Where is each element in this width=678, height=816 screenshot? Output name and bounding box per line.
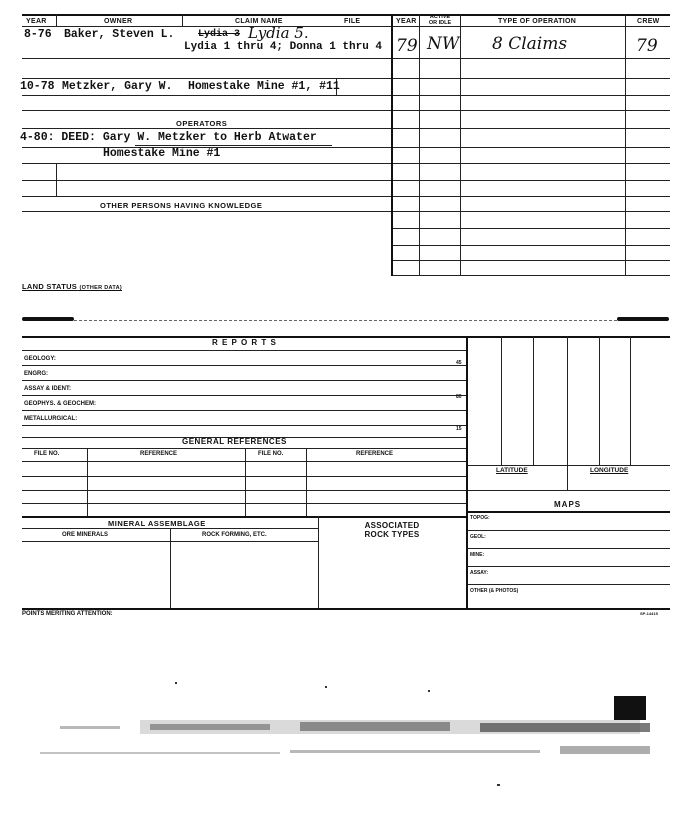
mineral-top-border: [22, 516, 466, 518]
report-label-metallurgical: METALLURGICAL:: [24, 416, 78, 422]
row-line: [22, 196, 670, 197]
row-line: [22, 110, 670, 111]
col-line: [567, 336, 568, 490]
scan-noise: [0, 680, 678, 790]
scan-block: [614, 696, 646, 720]
row-line: [392, 228, 670, 229]
activity-crew: 79: [636, 36, 658, 56]
maps-divider: [466, 511, 670, 513]
ore-minerals-header: ORE MINERALS: [62, 532, 109, 538]
longitude-label: LONGITUDE: [590, 467, 629, 474]
row-line: [22, 425, 466, 426]
col-line: [419, 14, 420, 276]
land-status-title: LAND STATUS (OTHER DATA): [22, 282, 122, 291]
row-line: [22, 476, 466, 477]
report-number: 15: [456, 426, 462, 432]
maps-title: MAPS: [554, 500, 582, 509]
claim-struck: Lydia 3: [198, 29, 241, 40]
reference-header: REFERENCE: [356, 451, 394, 457]
row-line: [392, 245, 670, 246]
year-header-2: YEAR: [396, 18, 417, 25]
reports-top-border: [22, 336, 670, 338]
col-line: [625, 14, 626, 276]
row-line: [22, 395, 466, 396]
operators-title: OPERATORS: [176, 119, 228, 128]
header-divider: [22, 26, 670, 27]
report-label-geophys: GEOPHYS. & GEOCHEM:: [24, 401, 97, 407]
row-line: [22, 461, 466, 462]
form-number: SP-14415: [640, 611, 658, 616]
col-line: [170, 528, 171, 608]
row-line: [22, 380, 466, 381]
latlong-line: [466, 490, 670, 491]
owner-date: 10-78: [20, 80, 55, 93]
maps-row-topog: TOPOG:: [470, 515, 490, 521]
maps-row-line: [466, 530, 670, 531]
row-line: [22, 490, 466, 491]
latitude-label: LATITUDE: [496, 467, 528, 474]
row-line: [22, 78, 670, 79]
row-line: [22, 58, 670, 59]
maps-row-other: OTHER (& PHOTOS): [470, 588, 519, 594]
report-label-geology: GEOLOGY:: [24, 356, 56, 362]
col-line: [245, 448, 246, 516]
col-line: [182, 14, 183, 26]
row-line: [22, 95, 670, 96]
maps-row-line: [466, 566, 670, 567]
col-line: [501, 336, 502, 465]
owner-date: 8-76: [24, 28, 52, 41]
type-of-operation-header: TYPE OF OPERATION: [498, 18, 577, 25]
col-line: [87, 448, 88, 516]
row-line: [22, 448, 466, 449]
report-number: 45: [456, 360, 462, 366]
owner-name: Metzker, Gary W.: [62, 80, 173, 93]
row-line: [22, 410, 466, 411]
claim-name-header: CLAIM NAME: [235, 18, 283, 25]
mineral-assemblage-title: MINERAL ASSEMBLAGE: [108, 519, 206, 528]
claim-line2: Lydia 1 thru 4; Donna 1 thru 4: [184, 41, 383, 53]
col-line: [599, 336, 600, 465]
col-line: [56, 163, 57, 197]
other-persons-title: OTHER PERSONS HAVING KNOWLEDGE: [100, 201, 263, 210]
reference-header: REFERENCE: [140, 451, 178, 457]
scan-mark: [617, 317, 669, 321]
deed-underline: [135, 145, 332, 146]
row-line: [22, 350, 466, 351]
maps-row-mine: MINE:: [470, 552, 485, 558]
scan-artifact-band: [40, 682, 650, 786]
report-label-engrg: ENGRG:: [24, 371, 48, 377]
maps-row-geol: GEOL:: [470, 534, 486, 540]
row-line: [22, 128, 670, 129]
year-header: YEAR: [26, 18, 47, 25]
row-line: [392, 275, 670, 276]
perforation-line: [74, 320, 617, 321]
col-line: [630, 336, 631, 465]
rock-forming-header: ROCK FORMING, ETC.: [202, 532, 267, 538]
owner-header: OWNER: [104, 18, 133, 25]
associated-rock-types-header: ASSOCIATED ROCK TYPES: [364, 521, 420, 539]
deed-line-1: 4-80: DEED: Gary W. Metzker to Herb Atwater: [20, 131, 317, 144]
claim-handwritten: Lydia 5.: [248, 24, 309, 42]
bottom-border: [22, 608, 670, 610]
report-label-assay: ASSAY & IDENT:: [24, 386, 72, 392]
latlong-line: [466, 465, 670, 466]
deed-line-2: Homestake Mine #1: [103, 147, 221, 160]
file-header: FILE: [344, 18, 361, 25]
owner-name: Baker, Steven L.: [64, 28, 175, 41]
col-line: [56, 14, 57, 26]
activity-operation: 8 Claims: [492, 34, 568, 54]
row-line: [22, 211, 670, 212]
col-line: [533, 336, 534, 465]
maps-row-line: [466, 548, 670, 549]
report-number: 80: [456, 394, 462, 400]
row-line: [22, 503, 466, 504]
file-no-header: FILE NO.: [34, 451, 60, 457]
maps-row-line: [466, 584, 670, 585]
scan-mark: [22, 317, 74, 321]
active-idle-header: ACTIVE OR IDLE: [428, 14, 452, 26]
row-line: [22, 365, 466, 366]
row-line: [22, 180, 670, 181]
general-references-title: GENERAL REFERENCES: [182, 437, 287, 446]
row-line: [392, 260, 670, 261]
row-line: [22, 163, 670, 164]
maps-row-assay: ASSAY:: [470, 570, 489, 576]
activity-year: 79: [396, 36, 418, 56]
crew-header: CREW: [637, 18, 660, 25]
col-line: [466, 336, 468, 608]
points-meriting-attention: POINTS MERITING ATTENTION:: [22, 611, 113, 617]
col-line: [460, 14, 461, 276]
reports-title: R E P O R T S: [212, 338, 277, 347]
col-line: [391, 14, 393, 276]
claim-name: Homestake Mine #1, #11: [188, 80, 340, 93]
file-no-header: FILE NO.: [258, 451, 284, 457]
top-border: [22, 14, 670, 16]
activity-status: NW: [427, 34, 460, 54]
col-line: [306, 448, 307, 516]
